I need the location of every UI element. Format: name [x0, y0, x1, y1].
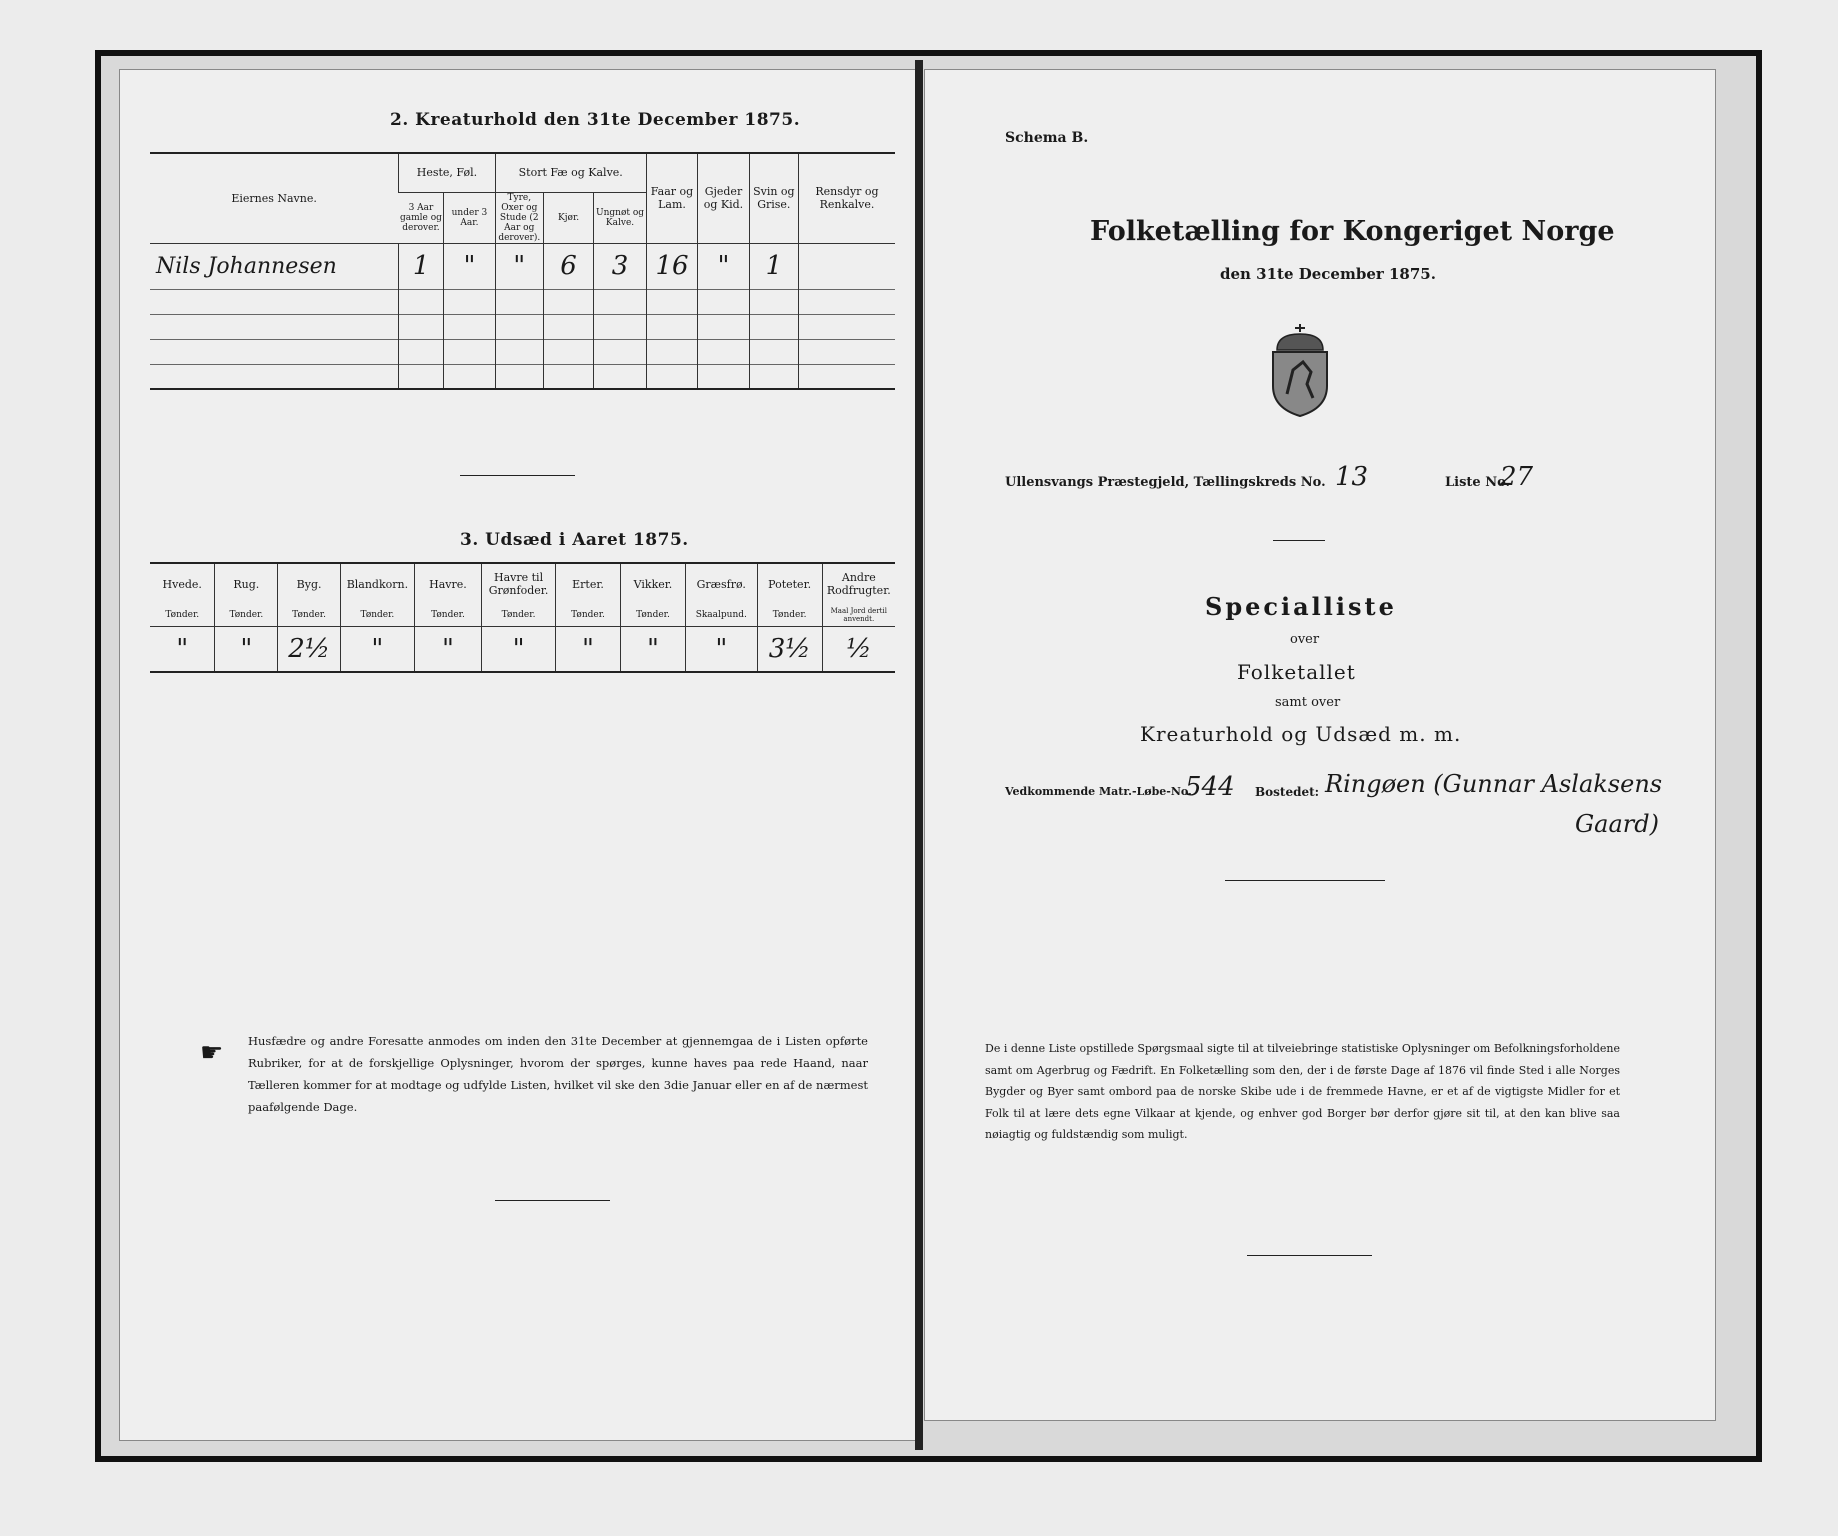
stort-a-header: Tyre, Oxer og Stude (2 Aar og derover).	[495, 192, 543, 243]
table-row	[150, 314, 895, 339]
stort-b-header: Kjør.	[543, 192, 593, 243]
faar-header: Faar og Lam.	[646, 154, 697, 243]
footer-note: De i denne Liste opstillede Spørgsmaal sigte til at tilveiebringe statistiske Oplysninger om Befolkningsforholdene samt om Agerbrug og Fædrift. En Folketælling som den, der i de første Dage af 1876 vil finde Sted i alle Norges Bygder og Byer samt ombord paa de norske Skibe ude i de fremmede Havne, er et af de vigtigste Midler for et Folk til at lære dets egne Vilkaar at kjende, og enhver god Borger bør derfor gjøre sit til, at den kan blive saa nøiagtig og fuldstændig som muligt.	[985, 1042, 1620, 1141]
seed-unit: Tønder.	[620, 604, 685, 626]
seed-value-rodfrugter: ½	[822, 626, 895, 672]
seed-value-blandkorn: "	[340, 626, 414, 672]
left-page	[120, 70, 920, 1440]
seed-value-byg: 2½	[278, 626, 341, 672]
livestock-title: 2. Kreaturhold den 31te December 1875.	[390, 110, 801, 130]
cell-heste-b: "	[444, 243, 495, 289]
cell-stort-b: 6	[543, 243, 593, 289]
signature-rule	[495, 1200, 610, 1201]
seed-unit: Tønder.	[757, 604, 822, 626]
seed-unit: Tønder.	[482, 604, 556, 626]
cell-faar: 16	[646, 243, 697, 289]
heste-group-header: Heste, Føl.	[399, 154, 495, 192]
short-rule	[1273, 540, 1325, 541]
seed-header-hvede: Hvede.	[162, 577, 202, 591]
bostedet-value-line1: Ringøen (Gunnar Aslaksens	[1325, 770, 1663, 798]
owner-header: Eiernes Navne.	[150, 154, 399, 243]
cell-svin: 1	[749, 243, 798, 289]
folketallet-text: Folketallet	[1237, 660, 1356, 684]
seed-value-rug: "	[215, 626, 278, 672]
liste-label: Liste No.	[1445, 475, 1511, 490]
seed-unit: Tønder.	[340, 604, 414, 626]
seed-value-vikker: "	[620, 626, 685, 672]
seed-unit: Skaalpund.	[685, 604, 757, 626]
seed-unit: Tønder.	[414, 604, 481, 626]
stort-group-header: Stort Fæ og Kalve.	[495, 154, 646, 192]
cell-heste-a: 1	[399, 243, 444, 289]
bottom-rule	[1247, 1255, 1372, 1256]
seed-header-erter: Erter.	[556, 564, 621, 604]
seed-unit: Tønder.	[165, 609, 200, 620]
seed-value-graesfro: "	[685, 626, 757, 672]
table-row	[150, 626, 895, 672]
schema-label: Schema B.	[1005, 130, 1089, 146]
seed-value-groenfoder: "	[482, 626, 556, 672]
seed-header-blandkorn: Blandkorn.	[340, 564, 414, 604]
seed-header-groenfoder: Havre til Grønfoder.	[482, 564, 556, 604]
seed-value-havre: "	[414, 626, 481, 672]
seed-header-poteter: Poteter.	[757, 564, 822, 604]
kreds-number: 13	[1335, 462, 1369, 492]
samt-over-text: samt over	[1275, 695, 1341, 710]
seed-title: 3. Udsæd i Aaret 1875.	[460, 530, 689, 550]
seed-header-rodfrugter: Andre Rodfrugter.	[822, 564, 895, 604]
bostedet-label: Bostedet:	[1255, 785, 1320, 799]
instructions-note: Husfædre og andre Foresatte anmodes om inden den 31te December at gjennemgaa de i Listen opførte Rubriker, for at de forskjellige Oplysninger, hvorom der spørges, kunne haves paa rede Haand, naar Tælleren kommer for at modtage og udfylde Listen, hvilket vil ske den 3die Januar eller en af de nærmest paafølgende Dage.	[248, 1034, 868, 1114]
book-gutter	[915, 60, 923, 1450]
seed-unit: Maal Jord dertil anvendt.	[822, 604, 895, 626]
gjeder-header: Gjeder og Kid.	[698, 154, 749, 243]
prestegjeld-label: Ullensvangs Præstegjeld, Tællingskreds No.	[1005, 475, 1326, 490]
cell-stort-a: "	[495, 243, 543, 289]
table-row	[150, 364, 895, 389]
coat-of-arms-icon	[1263, 320, 1337, 420]
table-row	[150, 289, 895, 314]
seed-value-poteter: 3½	[757, 626, 822, 672]
divider-rule	[1225, 880, 1385, 881]
document-title: Folketælling for Kongeriget Norge	[1090, 216, 1615, 247]
pointing-hand-icon: ☛	[200, 1038, 224, 1068]
owner-name: Nils Johannesen	[156, 253, 337, 279]
heste-a-header: 3 Aar gamle og derover.	[399, 192, 444, 243]
livestock-table	[150, 154, 895, 390]
seed-header-havre: Havre.	[414, 564, 481, 604]
liste-number: 27	[1500, 462, 1534, 492]
stort-c-header: Ungnøt og Kalve.	[594, 192, 647, 243]
seed-unit: Tønder.	[278, 604, 341, 626]
seed-value-hvede: "	[176, 633, 189, 664]
seed-header-byg: Byg.	[278, 564, 341, 604]
seed-header-graesfro: Græsfrø.	[685, 564, 757, 604]
matr-label: Vedkommende Matr.-Løbe-No.	[1005, 785, 1192, 798]
svin-header: Svin og Grise.	[749, 154, 798, 243]
rensdyr-header: Rensdyr og Renkalve.	[798, 154, 895, 243]
cell-gjeder: "	[698, 243, 749, 289]
heste-b-header: under 3 Aar.	[444, 192, 495, 243]
bostedet-value-line2: Gaard)	[1575, 810, 1659, 838]
table-row	[150, 339, 895, 364]
seed-unit: Tønder.	[215, 604, 278, 626]
matr-number: 544	[1185, 772, 1235, 802]
seed-table	[150, 564, 895, 673]
document-date: den 31te December 1875.	[1220, 265, 1436, 283]
seed-unit: Tønder.	[556, 604, 621, 626]
over-text: over	[1290, 632, 1320, 647]
right-page	[925, 70, 1715, 1420]
specialliste-heading: Specialliste	[1205, 592, 1397, 621]
table-row	[150, 243, 895, 289]
cell-rensdyr	[798, 243, 895, 289]
separator-rule	[460, 475, 575, 476]
seed-header-vikker: Vikker.	[620, 564, 685, 604]
seed-value-erter: "	[556, 626, 621, 672]
seed-header-rug: Rug.	[215, 564, 278, 604]
kreaturhold-text: Kreaturhold og Udsæd m. m.	[1140, 722, 1462, 746]
cell-stort-c: 3	[594, 243, 647, 289]
